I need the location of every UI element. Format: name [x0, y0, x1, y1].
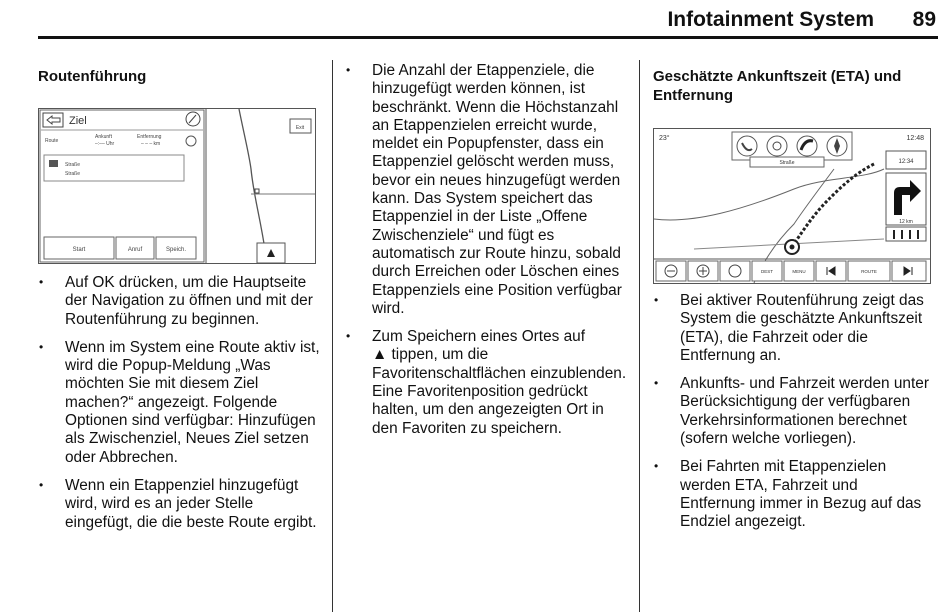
up-arrow-button[interactable]	[257, 243, 285, 263]
turn-indicator	[886, 173, 926, 225]
route-label: Route	[45, 138, 59, 144]
route-label: ROUTE	[861, 269, 877, 274]
bullet-text: Bei aktiver Routenführung zeigt das System die geschätzte Ankunftszeit (ETA), die Fahrzeit oder die Entfernung an.	[680, 292, 924, 364]
middle-column-text	[345, 62, 629, 448]
right-bullet-list	[653, 292, 935, 532]
dest-label: DEST	[760, 269, 774, 274]
map-marker	[255, 189, 259, 193]
call-icon-button[interactable]	[797, 136, 817, 156]
settings-icon-button[interactable]	[767, 136, 787, 156]
bullet-text: Auf OK drücken, um die Hauptseite der Navigation zu öffnen und mit der Routenführung zu beginnen.	[65, 274, 313, 328]
clock: 12:48	[906, 135, 924, 142]
list-item: • Bei aktiver Routenführung zeigt das System die geschätzte Ankunftszeit (ETA), die Fahrzeit oder die Entfernung an.	[654, 292, 924, 364]
bullet-text: Ankunfts- und Fahrzeit werden unter Berücksichtigung der verfügbaren Verkehrsinformationen berechnet (sofern welche vorliegen).	[680, 375, 929, 448]
info-icon[interactable]	[186, 136, 196, 146]
phone-icon-button[interactable]	[737, 136, 757, 156]
arrival-label: Ankunft	[95, 134, 112, 140]
entry-line-1: Straße	[65, 162, 81, 168]
call-button[interactable]	[116, 237, 154, 259]
column-divider-2	[639, 60, 640, 612]
call-label: Anruf	[127, 247, 143, 253]
temperature: 23°	[659, 135, 670, 142]
dest-button[interactable]	[752, 261, 782, 281]
top-button-bar	[732, 132, 852, 160]
save-label: Speich.	[165, 247, 187, 253]
exit-button[interactable]	[290, 119, 311, 133]
arrival-value: –:–– Uhr	[95, 141, 115, 147]
exit-label: Exit	[295, 125, 305, 131]
entry-line-2: Straße	[65, 171, 81, 177]
flag-icon	[49, 160, 58, 167]
navigation-screen-figure	[38, 108, 316, 264]
street-name: Straße	[779, 160, 795, 166]
route-button[interactable]	[848, 261, 890, 281]
menu-label: MENU	[792, 269, 806, 274]
route-line	[792, 164, 874, 247]
right-column-text	[653, 292, 935, 542]
eta-map-illustration	[654, 129, 930, 283]
header-rule	[38, 36, 938, 39]
section-heading-eta: Geschätzte Ankunftszeit (ETA) und Entfernung	[653, 68, 902, 104]
map-road	[239, 109, 267, 263]
zoom-in-button[interactable]	[688, 261, 718, 281]
distance-to-turn: 12 km	[899, 219, 913, 225]
list-item: • Ankunfts- und Fahrzeit werden unter Berücksichtigung der verfügbaren Verkehrsinformationen berechnet (sofern welche vorliegen).	[654, 375, 929, 448]
lane-guidance-icon	[886, 227, 926, 241]
middle-bullet-list	[345, 62, 629, 438]
eta-value: 12:34	[898, 159, 914, 165]
bullet-text-prefix: Zum Speichern eines Ortes auf	[372, 328, 586, 346]
start-label: Start	[72, 247, 86, 253]
column-divider-1	[332, 60, 333, 612]
bullet-text: Wenn ein Etappenziel hinzugefügt wird, wird es an jeder Stelle eingefügt, die die beste Route ergibt.	[65, 476, 317, 531]
list-item: • Wenn ein Etappenziel hinzugefügt wird, wird es an jeder Stelle eingefügt, die die beste Route ergibt.	[39, 476, 317, 531]
previous-button[interactable]	[816, 261, 846, 281]
compass-icon-button[interactable]	[827, 136, 847, 156]
distance-value: – – – km	[141, 141, 161, 147]
menu-button[interactable]	[784, 261, 814, 281]
bullet-text: Die Anzahl der Etappenziele, die hinzugefügt werden können, ist beschränkt. Wenn die Höchstanzahl an Etappenzielen erreicht wurde, meldet ein Popupfenster, dass ein Etappenziel gelöscht werden muss, bevor ein neues hinzugefügt werden kann. Das System speichert das Etappenziel in der Liste „Offene Zwischenziele“ und fügt es automatisch zur Route hinzu, sobald durch Erreichen oder Löschen eines Etappenziels eine Position verfügbar wird.	[372, 62, 622, 317]
map-road	[654, 169, 884, 220]
page-number: 89	[912, 8, 936, 31]
bullet-text-rest: tippen, um die Favoritenschaltflächen einzublenden. Eine Favoritenposition gedrückt halten, um den angezeigten Ort in den Favoriten zu speichern.	[372, 346, 627, 437]
list-item: • Wenn im System eine Route aktiv ist, wird die Popup-Meldung „Was möchten Sie mit diesem Ziel machen?“ angezeigt. Folgende Optionen sind verfügbar: Hinzufügen als Zwischenziel, Neues Ziel setzen oder Abbrechen.	[39, 338, 320, 466]
list-item: • Zum Speichern eines Ortes auf ▲ tippen, um die Favoritenschaltflächen einzublenden. Eine Favoritenposition gedrückt halten, um den angezeigten Ort in den Favoriten zu speichern.	[346, 328, 627, 437]
next-button[interactable]	[892, 261, 926, 281]
section-heading-routing: Routenführung	[38, 68, 147, 85]
bullet-text: Bei Fahrten mit Etappenzielen werden ETA, Fahrzeit und Entfernung immer in Bezug auf das Endziel angezeigt.	[680, 458, 922, 531]
header-title: Infotainment System	[667, 8, 874, 31]
bullet-text: Wenn im System eine Route aktiv ist, wird die Popup-Meldung „Was möchten Sie mit diesem Ziel machen?“ angezeigt. Folgende Optionen sind verfügbar: Hinzufügen als Zwischenziel, Neues Ziel setzen oder Abbrechen.	[65, 338, 320, 466]
eta-screen-figure	[653, 128, 931, 284]
left-column-text	[38, 274, 320, 542]
back-arrow-icon[interactable]	[43, 113, 63, 127]
edit-pencil-icon[interactable]	[186, 112, 200, 126]
start-button[interactable]	[44, 237, 114, 259]
distance-label: Entfernung	[137, 134, 162, 140]
screen-title: Ziel	[69, 115, 87, 127]
zoom-out-button[interactable]	[656, 261, 686, 281]
page-header	[38, 6, 938, 38]
left-bullet-list	[38, 274, 320, 532]
list-item: • Die Anzahl der Etappenziele, die hinzugefügt werden können, ist beschränkt. Wenn die Höchstanzahl an Etappenzielen erreicht wurde, meldet ein Popupfenster, dass ein Etappenziel gelöscht werden muss, bevor ein neues hinzugefügt werden kann. Das System speichert das Etappenziel in der Liste „Offene Zwischenziele“ und fügt es automatisch zur Route hinzu, sobald durch Erreichen oder Löschen eines Etappenziels eine Position verfügbar wird.	[346, 62, 622, 317]
list-item: • Auf OK drücken, um die Hauptseite der Navigation zu öffnen und mit der Routenführung zu beginnen.	[39, 274, 313, 328]
map-view-button[interactable]	[720, 261, 750, 281]
list-item: • Bei Fahrten mit Etappenzielen werden ETA, Fahrzeit und Entfernung immer in Bezug auf das Endziel angezeigt.	[654, 458, 922, 531]
destination-screen-illustration	[39, 109, 315, 263]
destination-entry[interactable]	[44, 155, 184, 181]
triangle-up-icon: ▲	[372, 346, 388, 364]
save-button[interactable]	[156, 237, 196, 259]
